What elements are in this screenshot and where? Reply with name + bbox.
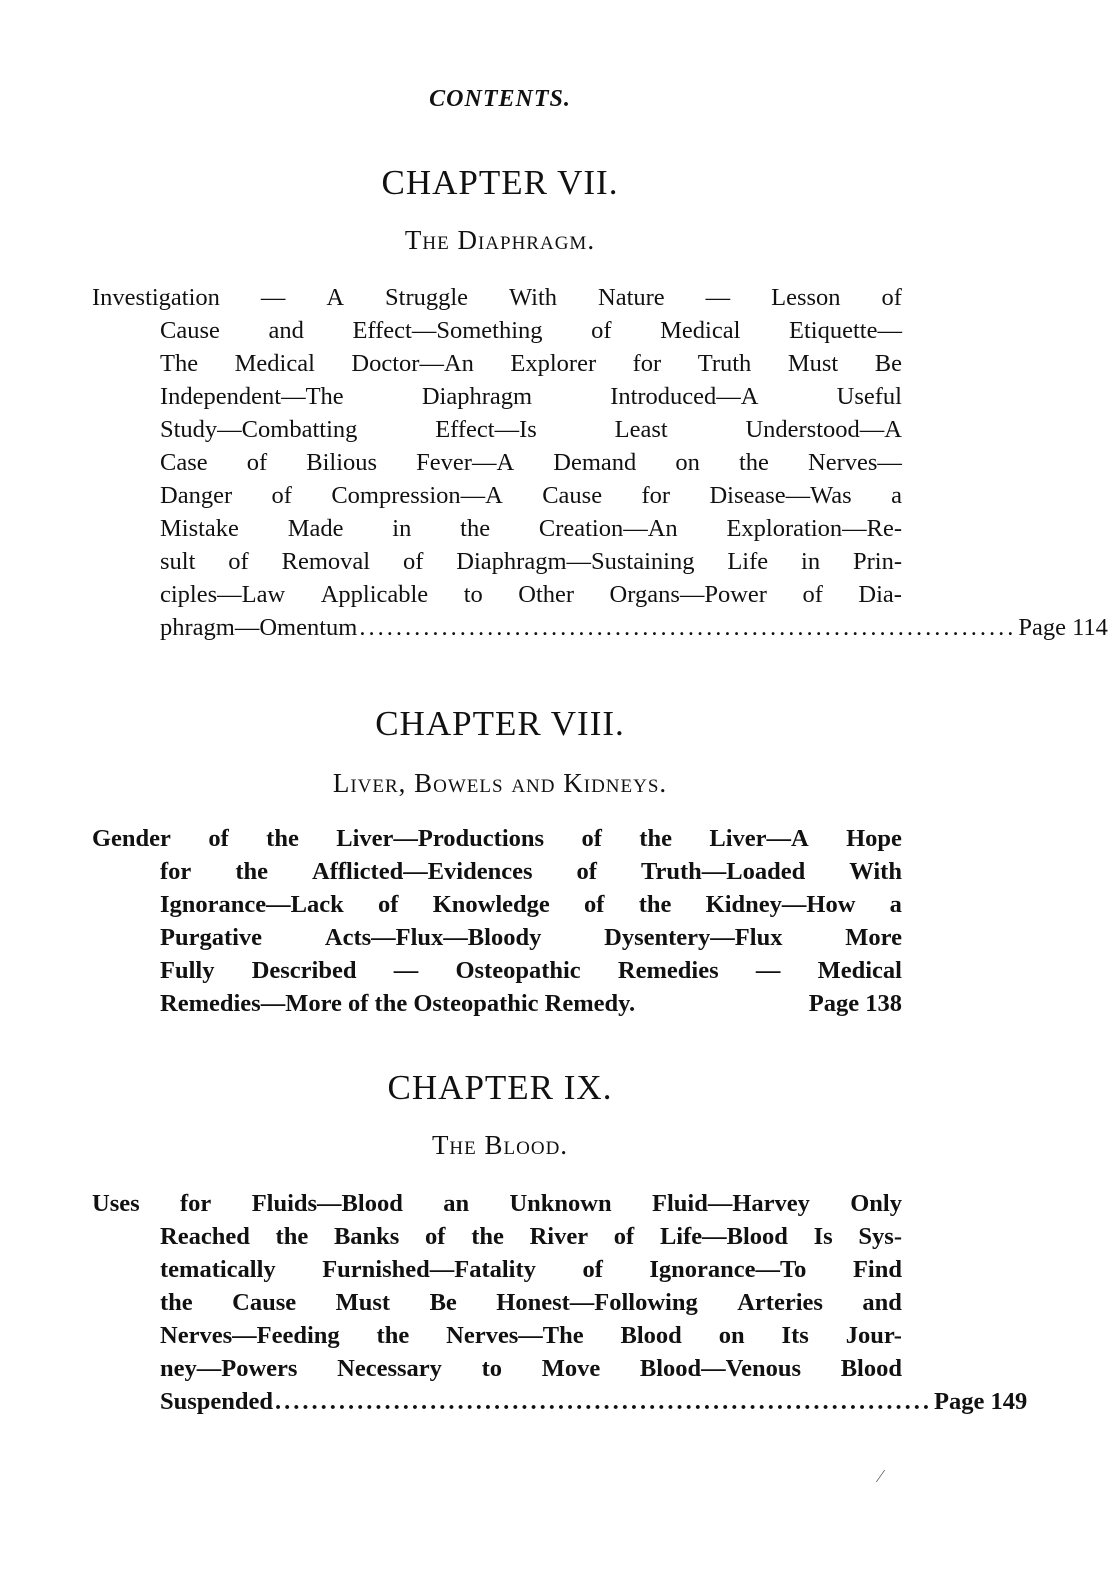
summary-word: Life (727, 548, 769, 575)
summary-word: A (326, 284, 345, 311)
summary-word: With (849, 858, 902, 885)
summary-word: and (862, 1289, 902, 1316)
summary-word: Truth (697, 350, 752, 377)
summary-word: Applicable (320, 581, 429, 608)
summary-word: Case (160, 449, 208, 476)
summary-word: Gender (92, 825, 171, 852)
summary-word: — (755, 957, 781, 984)
summary-word: Cause (160, 317, 220, 344)
chapter-subtitle: Liver, Bowels and Kidneys. (332, 768, 668, 798)
summary-word: of (881, 284, 902, 311)
summary-line (160, 1352, 902, 1385)
summary-word: of (581, 825, 602, 852)
summary-word: sult (160, 548, 196, 575)
summary-line (160, 888, 902, 921)
summary-word: Diaphragm—Sustaining (456, 548, 695, 575)
summary-word: of (613, 1223, 635, 1250)
dot-leader: ........................................................................ (359, 614, 1017, 641)
summary-word: the (376, 1322, 410, 1349)
summary-word: Etiquette— (789, 317, 902, 344)
summary-word: on (718, 1322, 745, 1349)
summary-line (160, 921, 902, 954)
summary-word: Honest—Following (496, 1289, 698, 1316)
summary-word: the (738, 449, 769, 476)
summary-word: Described (251, 957, 357, 984)
summary-word: of (378, 891, 399, 918)
summary-word: Investigation (92, 284, 220, 311)
summary-word: to (463, 581, 483, 608)
summary-line (160, 413, 902, 446)
summary-word: Be (429, 1289, 457, 1316)
summary-word: Cause (232, 1289, 297, 1316)
summary-word: The (160, 350, 199, 377)
summary-word: Sys- (858, 1223, 902, 1250)
chapter-heading: CHAPTER VII. (381, 163, 619, 202)
summary-word: Medical (817, 957, 902, 984)
summary-word: Uses (92, 1190, 140, 1217)
summary-word: Reached (160, 1223, 250, 1250)
summary-word: of (591, 317, 612, 344)
summary-word: Must (787, 350, 839, 377)
summary-word: Move (541, 1355, 601, 1382)
summary-word: ney—Powers (160, 1355, 298, 1382)
summary-word: Blood (840, 1355, 902, 1382)
summary-word: Nerves—Feeding (160, 1322, 340, 1349)
summary-line (92, 822, 902, 855)
summary-line (160, 380, 902, 413)
summary-word: a (891, 482, 902, 509)
summary-word: the (460, 515, 491, 542)
summary-line (160, 347, 902, 380)
summary-line (160, 578, 902, 611)
summary-word: and (268, 317, 304, 344)
summary-word: the (160, 1289, 193, 1316)
summary-word: Liver—A (709, 825, 809, 852)
summary-word: for (160, 858, 192, 885)
summary-line (160, 545, 902, 578)
summary-word: Find (852, 1256, 902, 1283)
summary-word: Fluid—Harvey (651, 1190, 810, 1217)
summary-word: of (584, 891, 605, 918)
summary-word: Introduced—A (610, 383, 759, 410)
summary-word: Ignorance—Lack (160, 891, 344, 918)
summary-word: of (582, 1256, 603, 1283)
summary-word: the (275, 1223, 309, 1250)
summary-word: Study—Combatting (160, 416, 358, 443)
summary-word: Fluids—Blood (251, 1190, 403, 1217)
summary-last-line (160, 611, 1108, 644)
summary-word: Least (614, 416, 668, 443)
summary-word: Medical (660, 317, 741, 344)
summary-word: Afflicted—Evidences (312, 858, 533, 885)
summary-word: ciples—Law (160, 581, 286, 608)
summary-word: With (509, 284, 558, 311)
summary-word: the (266, 825, 299, 852)
running-head: CONTENTS. (429, 86, 571, 112)
summary-word: Unknown (509, 1190, 612, 1217)
summary-last-text: Remedies—More of the Osteopathic Remedy. (160, 990, 636, 1017)
summary-word: Doctor—An (351, 350, 474, 377)
summary-word: Banks (333, 1223, 400, 1250)
summary-word: Hope (846, 825, 902, 852)
summary-last-line (160, 987, 902, 1020)
summary-word: Made (287, 515, 344, 542)
summary-word: to (481, 1355, 503, 1382)
summary-line (160, 1286, 902, 1319)
summary-word: for (632, 350, 662, 377)
chapter-subtitle: The Blood. (431, 1130, 569, 1160)
summary-word: Understood—A (745, 416, 902, 443)
summary-word: — (393, 957, 419, 984)
summary-word: Knowledge (432, 891, 550, 918)
summary-word: Nature (598, 284, 665, 311)
summary-word: of (246, 449, 268, 476)
summary-word: Remedies (617, 957, 719, 984)
summary-word: Is (813, 1223, 833, 1250)
summary-word: on (675, 449, 700, 476)
summary-word: Liver—Productions (336, 825, 545, 852)
summary-word: Useful (836, 383, 902, 410)
summary-last-text: Suspended (160, 1388, 274, 1415)
summary-word: Fully (160, 957, 215, 984)
summary-word: Diaphragm (421, 383, 533, 410)
summary-word: Demand (553, 449, 637, 476)
summary-word: Necessary (337, 1355, 442, 1382)
summary-line (160, 512, 902, 545)
summary-word: Nerves—The (446, 1322, 584, 1349)
summary-word: Dysentery—Flux (604, 924, 783, 951)
summary-word: Blood—Venous (639, 1355, 802, 1382)
summary-word: Disease—Was (709, 482, 852, 509)
summary-word: Truth—Loaded (640, 858, 806, 885)
page-reference: Page 138 (808, 990, 902, 1017)
summary-word: Organs—Power (609, 581, 767, 608)
summary-word: the (471, 1223, 504, 1250)
summary-word: of (802, 581, 823, 608)
chapter-heading: CHAPTER IX. (387, 1068, 613, 1107)
summary-word: Cause (542, 482, 603, 509)
summary-line (160, 314, 902, 347)
summary-word: Arteries (737, 1289, 823, 1316)
summary-word: Other (518, 581, 575, 608)
summary-line (160, 479, 902, 512)
summary-word: for (180, 1190, 212, 1217)
summary-word: Its (781, 1322, 809, 1349)
summary-word: Fever—A (416, 449, 515, 476)
summary-word: Jour- (845, 1322, 902, 1349)
summary-word: of (271, 482, 292, 509)
chapter-subtitle: The Diaphragm. (404, 225, 596, 255)
summary-line (92, 281, 902, 314)
summary-word: Compression—A (331, 482, 503, 509)
summary-word: — (260, 284, 286, 311)
summary-word: River (529, 1223, 589, 1250)
summary-word: Creation—An (538, 515, 678, 542)
summary-word: the (638, 891, 672, 918)
summary-word: Lesson (771, 284, 841, 311)
summary-word: Bilious (306, 449, 378, 476)
summary-last-line (160, 1385, 1028, 1418)
summary-word: a (889, 891, 902, 918)
summary-word: Explorer (510, 350, 597, 377)
summary-word: Medical (234, 350, 315, 377)
summary-word: Furnished—Fatality (322, 1256, 536, 1283)
summary-line (160, 446, 902, 479)
summary-line (160, 855, 902, 888)
summary-word: Removal (281, 548, 371, 575)
summary-line (160, 1220, 902, 1253)
page-reference: Page 149 (934, 1388, 1028, 1415)
summary-word: Effect—Something (352, 317, 543, 344)
summary-word: Osteopathic (455, 957, 581, 984)
summary-word: tematically (160, 1256, 276, 1283)
page-reference: Page 114 (1018, 614, 1108, 641)
summary-word: Danger (160, 482, 233, 509)
summary-word: Life—Blood (659, 1223, 788, 1250)
summary-word: Struggle (385, 284, 469, 311)
summary-word: — (705, 284, 731, 311)
summary-word: More (845, 924, 902, 951)
chapter-summary (92, 822, 902, 1020)
summary-line (160, 1253, 902, 1286)
summary-word: for (641, 482, 671, 509)
summary-word: Acts—Flux—Bloody (324, 924, 542, 951)
summary-word: the (639, 825, 672, 852)
summary-word: an (443, 1190, 470, 1217)
summary-word: in (801, 548, 821, 575)
summary-word: Dia- (858, 581, 902, 608)
summary-word: of (208, 825, 229, 852)
summary-word: Effect—Is (435, 416, 537, 443)
summary-word: Only (850, 1190, 902, 1217)
summary-line (160, 1319, 902, 1352)
summary-word: Mistake (160, 515, 239, 542)
summary-line (160, 954, 902, 987)
summary-word: in (392, 515, 412, 542)
summary-word: of (576, 858, 597, 885)
summary-word: Independent—The (160, 383, 344, 410)
summary-word: Blood (620, 1322, 682, 1349)
summary-word: Kidney—How (705, 891, 856, 918)
summary-word: Be (874, 350, 902, 377)
summary-word: Exploration—Re- (726, 515, 902, 542)
chapter-summary (92, 1187, 1028, 1418)
summary-word: Purgative (160, 924, 263, 951)
summary-word: of (425, 1223, 446, 1250)
print-speck: ⁄ (878, 1466, 882, 1486)
summary-word: the (235, 858, 268, 885)
summary-word: of (402, 548, 424, 575)
summary-word: Nerves— (808, 449, 902, 476)
summary-line (92, 1187, 902, 1220)
summary-last-text: phragm—Omentum (160, 614, 358, 641)
summary-word: Ignorance—To (649, 1256, 807, 1283)
summary-word: of (228, 548, 249, 575)
chapter-summary (92, 281, 1108, 644)
dot-leader: ........................................................................ (275, 1388, 933, 1415)
summary-word: Prin- (853, 548, 902, 575)
chapter-heading: CHAPTER VIII. (375, 704, 625, 743)
summary-word: Must (335, 1289, 391, 1316)
